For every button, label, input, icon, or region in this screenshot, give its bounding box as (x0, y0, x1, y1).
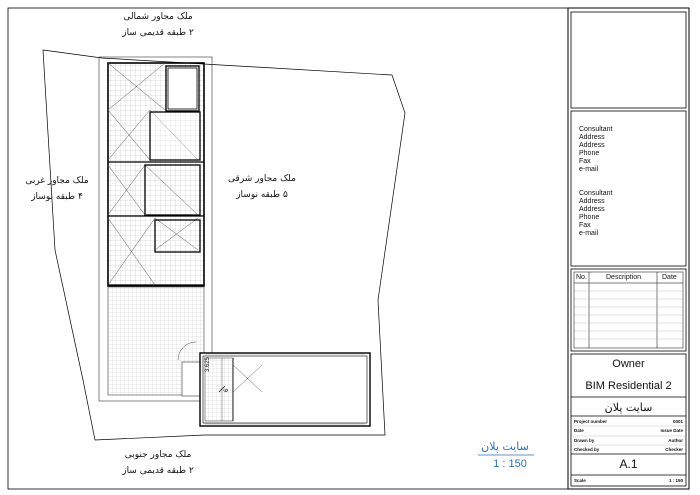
consultant-line: Consultant (579, 190, 613, 197)
project-name: BIM Residential 2 (585, 380, 672, 392)
east-neighbor-line1: ملک مجاور شرقی (228, 174, 296, 184)
info-label-project-number: Project number (574, 419, 608, 424)
dimension-label-2: 6 (224, 388, 230, 392)
revision-header-date: Date (662, 274, 677, 281)
consultant-block-1 (579, 126, 612, 174)
sheet-name: سایت پلان (604, 401, 653, 414)
info-label-drawn-by: Drawn by (574, 438, 595, 443)
west-neighbor-line1: ملک مجاور غربی (25, 176, 89, 186)
consultant-line: Address (579, 134, 605, 141)
north-neighbor-line1: ملک مجاور شمالی (123, 12, 193, 22)
consultant-line: e-mail (579, 166, 599, 173)
revision-header-no: No. (576, 274, 587, 281)
consultant-line: Fax (579, 222, 591, 229)
west-neighbor-label (22, 176, 92, 202)
revision-table-rows (574, 291, 683, 339)
consultant-line: Address (579, 198, 605, 205)
revision-header-description: Description (606, 274, 642, 281)
scale-label: Scale (574, 478, 586, 483)
consultant-line: Phone (579, 214, 600, 221)
south-neighbor-label (118, 450, 198, 476)
stair-void (168, 68, 197, 109)
info-value-project-number: 0001 (672, 419, 683, 424)
consultant-line: Phone (579, 150, 600, 157)
sheet-number: A.1 (619, 457, 638, 471)
dimension-label-1: 3.625 (205, 356, 211, 372)
west-neighbor-line2: ۴ طبقه نوساز (31, 192, 83, 202)
info-value-drawn-by: Author (668, 438, 683, 443)
view-title-name: سایت پلان (481, 440, 529, 453)
info-value-date: Issue Date (660, 428, 683, 433)
consultant-line: Consultant (579, 126, 613, 133)
info-label-date: Date (574, 428, 584, 433)
consultant-line: Address (579, 206, 605, 213)
east-neighbor-line2: ۵ طبقه نوساز (236, 190, 288, 200)
view-title-scale: 1 : 150 (493, 458, 527, 470)
scale-value: 1 : 150 (668, 478, 683, 483)
north-neighbor-line2: ۲ طبقه قدیمی ساز (122, 28, 194, 38)
title-block-frame (568, 8, 689, 489)
title-block-lines (571, 12, 686, 486)
consultant-line: e-mail (579, 230, 599, 237)
revision-table (574, 272, 683, 348)
consultant-line: Address (579, 142, 605, 149)
consultant-line: Fax (579, 158, 591, 165)
north-neighbor-label (118, 12, 198, 38)
info-value-checked-by: Checker (665, 447, 683, 452)
east-neighbor-label (228, 174, 296, 200)
south-neighbor-line2: ۲ طبقه قدیمی ساز (122, 466, 194, 476)
owner-name: Owner (612, 358, 645, 370)
south-neighbor-line1: ملک مجاور جنوبی (124, 450, 192, 460)
info-label-checked-by: Checked by (574, 447, 600, 452)
consultant-block-2 (579, 190, 612, 238)
